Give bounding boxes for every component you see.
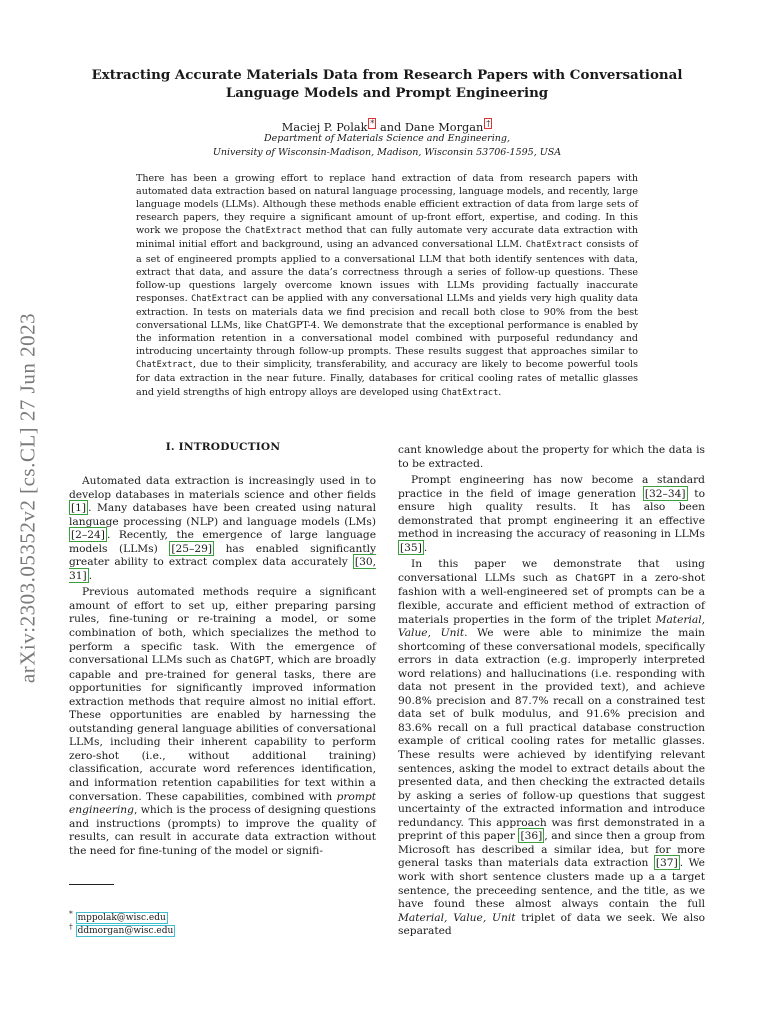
author-and: and <box>376 120 405 134</box>
chatextract-term: ChatExtract <box>136 360 193 371</box>
chatgpt-term: ChatGPT <box>575 572 616 584</box>
author-1-footnote-link[interactable]: * <box>370 119 375 128</box>
email-link[interactable]: ddmorgan@wisc.edu <box>77 926 174 936</box>
citation-link[interactable]: [35] <box>400 540 422 554</box>
arxiv-sidebar-identifier <box>8 278 48 718</box>
affiliation-line-2: University of Wisconsin-Madison, Madison, Wisconsin 53706-1595, USA <box>212 147 562 158</box>
arxiv-id-text: arXiv:2303.05352v2 [cs.CL] 27 Jun 2023 <box>15 312 40 684</box>
paragraph: Automated data extraction is increasingly used in to develop databases in materials science and other fields [1] . Many databases have been created using natural language processing (NLP) and language models (LMs) [2–24] . Recently, the emergence of large language models (LLMs) [25–29] has enabled significantly greater ability to extract complex data accurately [30, 31] . <box>69 474 377 582</box>
footnote-2: † ddmorgan@wisc.edu <box>69 922 174 936</box>
citation-link[interactable]: [32–34] <box>644 486 686 500</box>
footnote-1: * mppolak@wisc.edu <box>69 909 166 923</box>
title-line-1: Extracting Accurate Materials Data from Research Papers with Conversational <box>91 67 683 83</box>
author-2: Dane Morgan <box>404 120 484 134</box>
paragraph: Previous automated methods require a significant amount of effort to set up, either preparing parsing rules, fine-tuning or re-training a model, or some combination of both, which specializes the method to perform a specific task. With the emergence of conversational LLMs such as ChatGPT, which are broadly capable and pre-trained for general tasks, there are opportunities for significantly improved information extraction methods that require almost no initial effort. These opportunities are enabled by harnessing the outstanding general language abilities of conversational LLMs, including their inherent capability to perform zero-shot (i.e., without additional training) classification, accurate word references identification, and information retention capabilities for text within a conversation. These capabilities, combined with prompt engineering, which is the process of designing questions and instructions (prompts) to improve the quality of results, can result in accurate data extraction without the need for fine-tuning of the model or signifi- <box>69 585 376 857</box>
chatgpt-term: ChatGPT <box>230 655 271 667</box>
title-line-2: Language Models and Prompt Engineering <box>225 85 549 101</box>
footnote-divider <box>69 884 114 885</box>
citation-link[interactable]: [25–29] <box>171 541 213 555</box>
citation-link[interactable]: [36] <box>520 829 543 843</box>
emphasis: Material, Value, Unit <box>398 612 705 640</box>
citation-link[interactable]: [30, 31] <box>69 555 376 582</box>
affiliation-line-1: Department of Materials Science and Engineering, <box>264 133 510 144</box>
email-link[interactable]: mppolak@wisc.edu <box>77 913 166 923</box>
section-heading: I. INTRODUCTION <box>165 441 281 453</box>
chatextract-term: ChatExtract <box>191 293 248 304</box>
emphasis: Material, Value, Unit <box>398 910 516 924</box>
author-1: Maciej P. Polak <box>281 120 368 134</box>
author-2-footnote-link[interactable]: † <box>486 119 491 128</box>
paragraph: Prompt engineering has now become a standard practice in the field of image generation [32–34] to ensure high quality results. It has also been demonstrated that prompt engineering it an effective method in increasing the accuracy of reasoning in LLMs [35] . <box>398 473 705 554</box>
paragraph: In this paper we demonstrate that using conversational LLMs such as ChatGPT in a zero-shot fashion with a well-engineered set of prompts can be a flexible, accurate and efficient method of extraction of materials properties in the form of the triplet Material, Value, Unit. We were able to minimize the main shortcoming of these conversational models, specifically errors in data extraction (e.g. improperly interpreted word relations) and hallucinations (i.e. responding with data not present in the provided text), and achieve 90.8% precision and 87.7% recall on a constrained test data set of bulk modulus, and 91.6% precision and 83.6% recall on a full practical database construction example of critical cooling rates for metallic glasses. These results were achieved by identifying relevant sentences, asking the model to extract details about the presented data, and then checking the extracted details by asking a series of follow-up questions that suggest uncertainty of the extracted information and introduce redundancy. This approach was first demonstrated in a preprint of this paper [36] , and since then a group from Microsoft has described a similar idea, but for more general tasks than materials data extraction [37] . We work with short sentence clusters made up a a target sentence, the preceeding sentence, and the title, as we have found these almost always contain the full Material, Value, Unit triplet of data we seek. We also separated <box>398 557 706 938</box>
chatextract-term: ChatExtract <box>441 387 499 398</box>
chatextract-term: ChatExtract <box>244 226 302 237</box>
paper-title <box>70 66 704 102</box>
citation-link[interactable]: [1] <box>71 501 87 515</box>
chatextract-term: ChatExtract <box>525 240 583 251</box>
paragraph: cant knowledge about the property for which the data is to be extracted. <box>398 443 705 470</box>
citation-link[interactable]: [2–24] <box>71 528 105 542</box>
affiliation <box>70 132 704 160</box>
left-column <box>69 474 376 860</box>
right-column <box>398 443 705 941</box>
emphasis: prompt engineering <box>69 789 376 817</box>
citation-link[interactable]: [37] <box>655 856 678 870</box>
abstract: There has been a growing effort to replace hand extraction of data from research papers with automated data extraction based on natural language processing, language models, and recently, large language models (LLMs). Although these methods enable efficient extraction of data from large sets of research papers, they require a significant amount of up-front effort, expertise, and coding. In this work we propose the ChatExtract method that can fully automate very accurate data extraction with minimal initial effort and background, using an advanced conversational LLM. ChatExtract consists of a set of engineered prompts applied to a conversational LLM that both identify sentences with data, extract that data, and assure the data’s correctness through a series of follow-up questions. These follow-up questions largely overcome known issues with LLMs providing factually inaccurate responses. ChatExtract can be applied with any conversational LLMs and yields very high quality data extraction. In tests on materials data we find precision and recall both close to 90% from the best conversational LLMs, like ChatGPT-4. We demonstrate that the exceptional performance is enabled by the information retention in a conversational model combined with purposeful redundancy and introducing uncertainty through follow-up prompts. These results suggest that approaches similar to ChatExtract, due to their simplicity, transferability, and accuracy are likely to become powerful tools for data extraction in the near future. Finally, databases for critical cooling rates of metallic glasses and yield strengths of high entropy alloys are developed using ChatExtract. <box>136 173 639 398</box>
